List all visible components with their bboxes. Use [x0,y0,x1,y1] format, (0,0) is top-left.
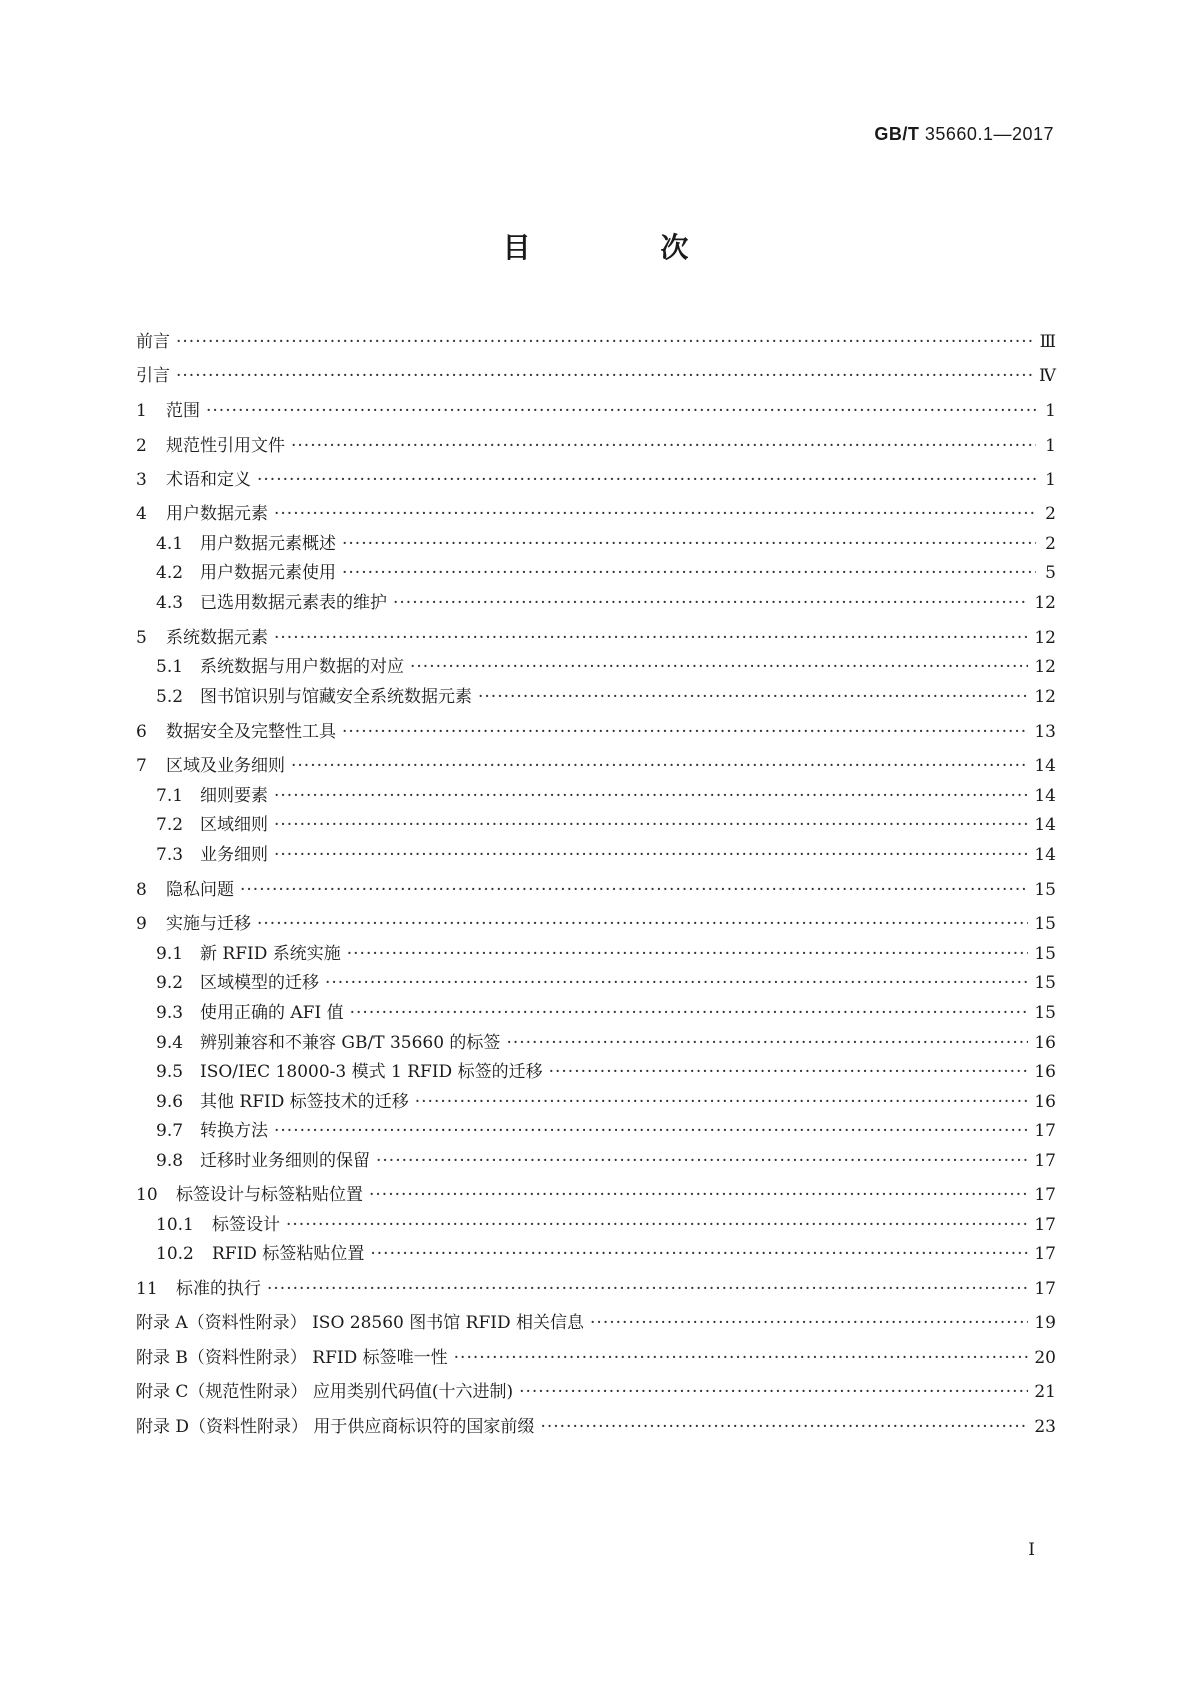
toc-entry-label: 前言 [136,332,170,352]
toc-entry-11[interactable] [136,1277,1056,1301]
toc-entry-annex-d[interactable] [136,1415,1056,1439]
toc-entry-number: 9.5 [156,1062,184,1082]
toc-entry-page: 17 [1034,1279,1056,1299]
toc-entry-number: 7.2 [156,815,184,835]
toc-entry-label: ISO/IEC 18000-3 模式 1 RFID 标签的迁移 [200,1062,543,1082]
toc-entry-number: 2 [136,436,147,456]
toc-entry-label: 实施与迁移 [166,914,251,934]
toc-entry-9-3[interactable] [136,1001,1056,1025]
toc-entry-label: 用户数据元素 [166,504,268,524]
toc-entry-number: 9.4 [156,1033,184,1053]
toc-entry-7-1[interactable] [136,784,1056,808]
toc-entry-page: 5 [1045,563,1056,583]
toc-entry-foreword[interactable] [136,330,1056,354]
toc-entry-5[interactable] [136,626,1056,650]
toc-entry-page: 2 [1045,504,1056,524]
toc-entry-number: 11 [136,1279,158,1299]
toc-entry-label: 附录 D（资料性附录） 用于供应商标识符的国家前缀 [136,1417,535,1437]
toc-entry-page: 14 [1034,786,1056,806]
toc-entry-4-1[interactable] [136,532,1056,556]
toc-entry-label: 规范性引用文件 [166,436,285,456]
toc-entry-7[interactable] [136,754,1056,778]
toc-entry-2[interactable] [136,434,1056,458]
toc-entry-page: 16 [1034,1062,1056,1082]
toc-entry-label: 转换方法 [200,1121,268,1141]
toc-entry-10-2[interactable] [136,1242,1056,1266]
toc-entry-page: 2 [1045,534,1056,554]
toc-entry-page: 14 [1034,756,1056,776]
toc-entry-label: 附录 C（规范性附录） 应用类别代码值(十六进制) [136,1382,514,1402]
toc-entry-page: 14 [1034,815,1056,835]
toc-entry-9-5[interactable] [136,1060,1056,1084]
toc-entry-page: 16 [1034,1033,1056,1053]
toc-entry-number: 5.2 [156,687,184,707]
toc-entry-label: 区域及业务细则 [166,756,285,776]
toc-entry-page: 21 [1034,1382,1056,1402]
toc-entry-4-3[interactable] [136,591,1056,615]
toc-entry-number: 9.2 [156,973,184,993]
toc-entry-label: 数据安全及完整性工具 [166,722,336,742]
toc-entry-number: 7.1 [156,786,184,806]
toc-entry-number: 10.2 [156,1244,194,1264]
toc-entry-9-4[interactable] [136,1031,1056,1055]
toc-entry-3[interactable] [136,468,1056,492]
toc-entry-page: 12 [1034,628,1056,648]
toc-entry-page: 15 [1034,914,1056,934]
toc-entry-4[interactable] [136,502,1056,526]
toc-entry-page: Ⅲ [1039,332,1056,352]
toc-entry-page: 12 [1034,593,1056,613]
standard-number: 35660.1—2017 [924,124,1054,144]
toc-entry-6[interactable] [136,720,1056,744]
toc-entry-page: 12 [1034,657,1056,677]
toc-entry-label: 其他 RFID 标签技术的迁移 [200,1092,409,1112]
toc-entry-label: 标签设计 [212,1215,280,1235]
toc-entry-label: 用户数据元素使用 [200,563,336,583]
toc-entry-label: 细则要素 [200,786,268,806]
toc-entry-label: 迁移时业务细则的保留 [200,1151,370,1171]
toc-entry-label: 区域模型的迁移 [200,973,319,993]
toc-entry-page: 15 [1034,944,1056,964]
toc-entry-page: 15 [1034,1003,1056,1023]
toc-entry-9[interactable] [136,912,1056,936]
toc-entry-label: 标签设计与标签粘贴位置 [176,1185,363,1205]
toc-entry-page: 15 [1034,973,1056,993]
toc-entry-page: 17 [1034,1215,1056,1235]
toc-entry-number: 5 [136,628,147,648]
toc-entry-number: 6 [136,722,147,742]
toc-entry-number: 10 [136,1185,158,1205]
standard-code [874,124,1054,145]
toc-entry-page: 1 [1045,401,1056,421]
toc-entry-page: 1 [1045,436,1056,456]
toc-entry-number: 4.2 [156,563,184,583]
toc-entry-label: 图书馆识别与馆藏安全系统数据元素 [200,687,472,707]
toc-entry-label: 系统数据元素 [166,628,268,648]
toc-entry-7-2[interactable] [136,813,1056,837]
toc-entry-number: 9.6 [156,1092,184,1112]
toc-entry-9-7[interactable] [136,1119,1056,1143]
toc-entry-5-1[interactable] [136,655,1056,679]
toc-entry-7-3[interactable] [136,843,1056,867]
toc-entry-label: 系统数据与用户数据的对应 [200,657,404,677]
toc-entry-label: 使用正确的 AFI 值 [200,1003,344,1023]
toc-entry-page: 14 [1034,845,1056,865]
toc-entry-number: 10.1 [156,1215,194,1235]
toc-entry-page: 17 [1034,1244,1056,1264]
toc-entry-number: 4.3 [156,593,184,613]
toc-entry-1[interactable] [136,399,1056,423]
toc-entry-page: 20 [1034,1348,1056,1368]
toc-entry-page: 19 [1034,1313,1056,1333]
toc-entry-annex-a[interactable] [136,1311,1056,1335]
toc-entry-page: 12 [1034,687,1056,707]
toc-entry-label: 业务细则 [200,845,268,865]
toc-entry-number: 9.7 [156,1121,184,1141]
toc-entry-introduction[interactable] [136,364,1056,388]
toc-entry-label: 引言 [136,366,170,386]
toc-entry-label: 标准的执行 [176,1279,261,1299]
toc-entry-number: 9.3 [156,1003,184,1023]
toc-entry-number: 3 [136,470,147,490]
toc-entry-label: 新 RFID 系统实施 [200,944,341,964]
toc-entry-page: 17 [1034,1185,1056,1205]
toc-entry-number: 9 [136,914,147,934]
toc-entry-label: 隐私问题 [166,880,234,900]
toc-entry-number: 7.3 [156,845,184,865]
toc-entry-number: 7 [136,756,147,776]
toc-entry-number: 5.1 [156,657,184,677]
toc-entry-label: 附录 A（资料性附录） ISO 28560 图书馆 RFID 相关信息 [136,1313,585,1333]
toc-entry-5-2[interactable] [136,685,1056,709]
toc-entry-9-2[interactable] [136,971,1056,995]
toc-entry-number: 9.8 [156,1151,184,1171]
page-title: 目 次 [502,231,749,264]
toc-entry-page: 23 [1034,1417,1056,1437]
toc-entry-page: 15 [1034,880,1056,900]
toc-entry-page: 17 [1034,1151,1056,1171]
toc-entry-page: 17 [1034,1121,1056,1141]
toc-entry-page: Ⅳ [1039,366,1056,386]
toc-entry-annex-c[interactable] [136,1380,1056,1404]
toc-entry-10-1[interactable] [136,1213,1056,1237]
toc-entry-page: 16 [1034,1092,1056,1112]
toc-entry-number: 8 [136,880,147,900]
page-number: I [1028,1540,1035,1560]
toc-entry-label: 已选用数据元素表的维护 [200,593,387,613]
toc-entry-10[interactable] [136,1183,1056,1207]
standard-prefix: GB/T [874,124,920,144]
toc-entry-number: 4.1 [156,534,184,554]
toc-entry-number: 1 [136,401,147,421]
toc-entry-label: 附录 B（资料性附录） RFID 标签唯一性 [136,1348,448,1368]
toc-entry-9-8[interactable] [136,1149,1056,1173]
toc-entry-label: 用户数据元素概述 [200,534,336,554]
toc-entry-annex-b[interactable] [136,1346,1056,1370]
toc-entry-4-2[interactable] [136,561,1056,585]
toc-entry-label: 术语和定义 [166,470,251,490]
toc-entry-8[interactable] [136,878,1056,902]
toc-entry-page: 13 [1034,722,1056,742]
toc-entry-number: 4 [136,504,147,524]
toc-entry-label: 范围 [166,401,200,421]
toc-entry-page: 1 [1045,470,1056,490]
toc-entry-9-1[interactable] [136,942,1056,966]
toc-entry-label: RFID 标签粘贴位置 [212,1244,365,1264]
toc-entry-9-6[interactable] [136,1090,1056,1114]
toc-entry-number: 9.1 [156,944,184,964]
toc-entry-label: 区域细则 [200,815,268,835]
toc-entry-label: 辨别兼容和不兼容 GB/T 35660 的标签 [200,1033,501,1053]
